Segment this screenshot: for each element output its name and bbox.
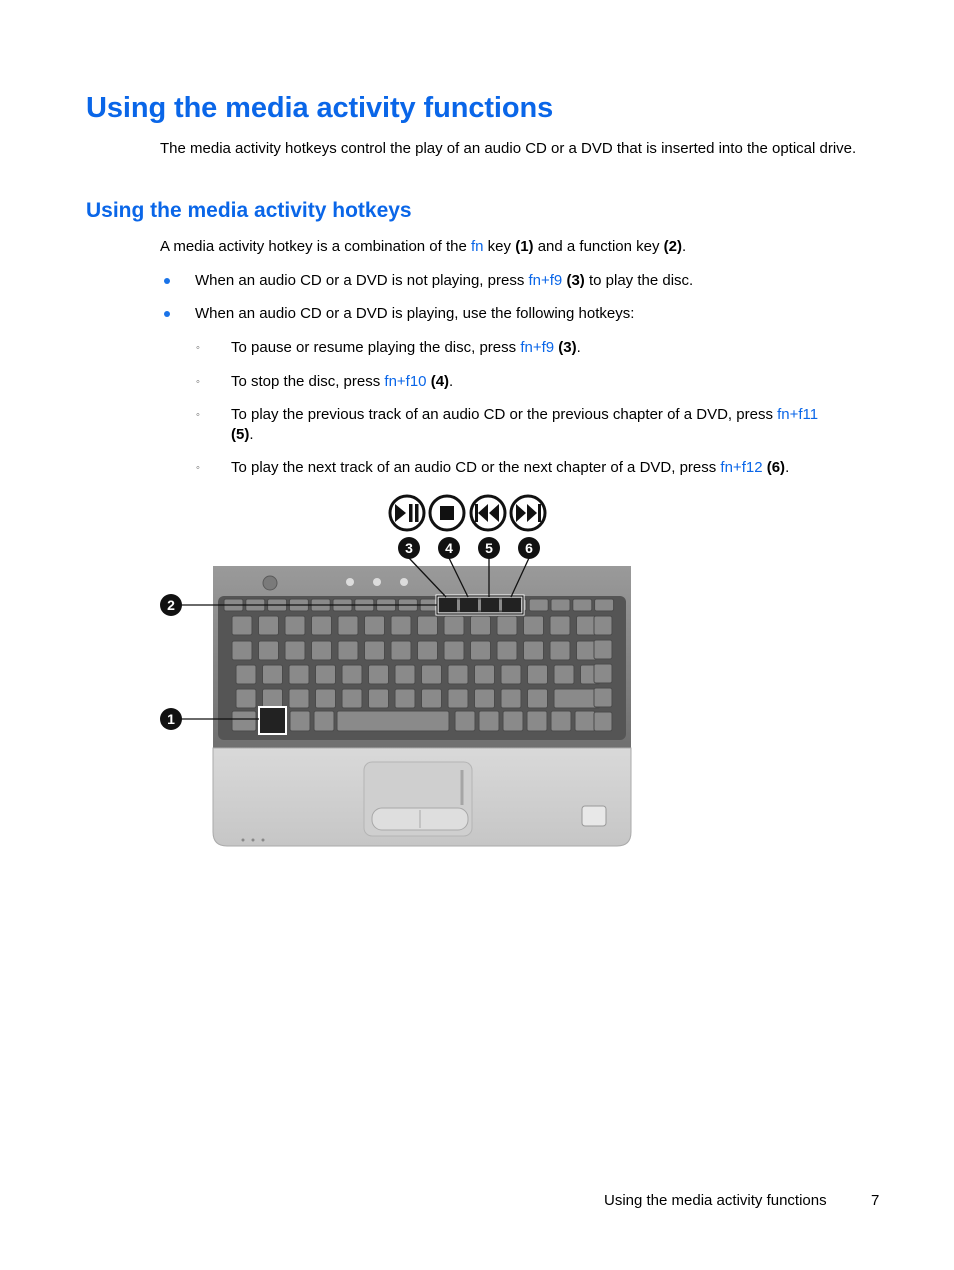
callout-ref: (2) bbox=[663, 238, 682, 255]
text: To pause or resume playing the disc, press bbox=[231, 339, 521, 356]
fn-key-link[interactable]: fn bbox=[471, 238, 484, 255]
play-pause-icon bbox=[390, 496, 424, 530]
keyboard-key bbox=[418, 616, 438, 635]
svg-text:6: 6 bbox=[525, 540, 533, 556]
callout-6 bbox=[518, 537, 540, 559]
keyboard-key bbox=[471, 616, 491, 635]
keyboard-key bbox=[501, 689, 521, 708]
keyboard-key bbox=[551, 599, 570, 611]
keyboard-key bbox=[316, 665, 336, 684]
keyboard-key bbox=[391, 641, 411, 660]
keyboard-illustration bbox=[150, 490, 650, 852]
section-heading: Using the media activity hotkeys bbox=[86, 199, 412, 222]
sub-bullet-item bbox=[231, 338, 581, 358]
callout-1 bbox=[160, 708, 182, 730]
stop-icon bbox=[430, 496, 464, 530]
svg-text:5: 5 bbox=[485, 540, 493, 556]
keyboard-key bbox=[528, 689, 548, 708]
callout-3 bbox=[398, 537, 420, 559]
sub-bullet-item bbox=[231, 405, 871, 444]
keyboard-key bbox=[263, 665, 283, 684]
sub-bullet-marker: ◦ bbox=[196, 462, 200, 474]
text: . bbox=[576, 339, 581, 356]
keyboard-key bbox=[338, 616, 358, 635]
keyboard-key bbox=[524, 616, 544, 635]
keyboard-key bbox=[529, 599, 548, 611]
keyboard-key bbox=[594, 616, 612, 635]
keyboard-key bbox=[550, 616, 570, 635]
text: . bbox=[785, 459, 790, 476]
keyboard-key bbox=[312, 616, 332, 635]
bullet-item: When an audio CD or a DVD is playing, use the following hotkeys: bbox=[195, 305, 635, 322]
keyboard-key bbox=[312, 641, 332, 660]
keyboard-key bbox=[395, 665, 415, 684]
keyboard-key bbox=[551, 711, 571, 731]
callout-ref: (3) bbox=[558, 339, 577, 356]
keyboard-key bbox=[259, 616, 279, 635]
sub-bullet-marker: ◦ bbox=[196, 342, 200, 354]
callout-4 bbox=[438, 537, 460, 559]
keyboard-key bbox=[314, 711, 334, 731]
keyboard-key bbox=[471, 641, 491, 660]
page-number: 7 bbox=[871, 1192, 880, 1209]
sub-bullet-item bbox=[231, 458, 789, 478]
bullet-marker bbox=[164, 278, 170, 284]
footer-title: Using the media activity functions bbox=[604, 1192, 827, 1209]
keyboard-key bbox=[422, 665, 442, 684]
fn-f9-link[interactable]: fn+f9 bbox=[528, 272, 563, 289]
text: To play the next track of an audio CD or the next chapter of a DVD, press bbox=[231, 459, 721, 476]
keyboard-key bbox=[497, 616, 517, 635]
keyboard-key bbox=[263, 689, 283, 708]
callout-ref: (1) bbox=[515, 238, 534, 255]
text: When an audio CD or a DVD is not playing, press bbox=[195, 272, 529, 289]
fn-f12-link[interactable]: fn+f12 bbox=[720, 459, 763, 476]
keyboard-key bbox=[232, 711, 256, 731]
keyboard-key bbox=[479, 711, 499, 731]
keyboard-key bbox=[528, 665, 548, 684]
keyboard-key bbox=[369, 689, 389, 708]
keyboard-key bbox=[365, 641, 385, 660]
keyboard-key bbox=[391, 616, 411, 635]
keyboard-key bbox=[236, 689, 256, 708]
fn-f9-link[interactable]: fn+f9 bbox=[520, 339, 555, 356]
keyboard-key bbox=[338, 641, 358, 660]
keyboard-key bbox=[285, 616, 305, 635]
media-icons bbox=[390, 496, 545, 530]
sub-bullet-marker: ◦ bbox=[196, 409, 200, 421]
keyboard-key bbox=[418, 641, 438, 660]
bullet-marker bbox=[164, 311, 170, 317]
text: To play the previous track of an audio CD or the previous chapter of a DVD, press bbox=[231, 406, 778, 423]
sub-bullet-marker: ◦ bbox=[196, 376, 200, 388]
text: to play the disc. bbox=[584, 272, 694, 289]
keyboard-key bbox=[524, 641, 544, 660]
bullet-item bbox=[195, 271, 693, 291]
keyboard-key bbox=[444, 641, 464, 660]
keyboard-key bbox=[475, 689, 495, 708]
keyboard-key bbox=[337, 711, 449, 731]
keyboard-key bbox=[448, 689, 468, 708]
keyboard-key bbox=[497, 641, 517, 660]
text: key bbox=[483, 238, 516, 255]
combination-sentence bbox=[160, 237, 686, 257]
callout-ref: (6) bbox=[766, 459, 786, 476]
text: . bbox=[449, 373, 454, 390]
keyboard-key bbox=[455, 711, 475, 731]
svg-text:2: 2 bbox=[167, 597, 175, 613]
sub-bullet-item bbox=[231, 372, 453, 392]
keyboard-key bbox=[573, 599, 592, 611]
keyboard-key bbox=[554, 689, 600, 708]
keyboard-key bbox=[594, 712, 612, 731]
text: . bbox=[249, 425, 254, 443]
previous-track-icon bbox=[471, 496, 505, 530]
callout-ref: (4) bbox=[430, 373, 450, 390]
keyboard-figure bbox=[150, 490, 650, 852]
intro-paragraph: The media activity hotkeys control the play of an audio CD or a DVD that is inserted into the optical drive. bbox=[160, 140, 857, 157]
fn-f10-link[interactable]: fn+f10 bbox=[384, 373, 427, 390]
keyboard-key bbox=[365, 616, 385, 635]
keyboard-key bbox=[236, 665, 256, 684]
text: To stop the disc, press bbox=[231, 373, 385, 390]
callout-ref: (5) bbox=[231, 425, 250, 443]
page-title: Using the media activity functions bbox=[86, 92, 554, 124]
keyboard-key bbox=[232, 641, 252, 660]
keyboard-key bbox=[448, 665, 468, 684]
fn-f11-link[interactable]: fn+f11 bbox=[777, 406, 819, 423]
keyboard-key bbox=[316, 689, 336, 708]
svg-text:3: 3 bbox=[405, 540, 413, 556]
next-track-icon bbox=[511, 496, 545, 530]
keyboard-key bbox=[444, 616, 464, 635]
keyboard-key bbox=[595, 599, 614, 611]
keyboard-key bbox=[501, 665, 521, 684]
keyboard-key bbox=[290, 711, 310, 731]
keyboard-key bbox=[575, 711, 595, 731]
text: and a function key bbox=[533, 238, 664, 255]
keyboard-key bbox=[395, 689, 415, 708]
callout-ref: (3) bbox=[566, 272, 585, 289]
keyboard-key bbox=[342, 665, 362, 684]
keyboard-key bbox=[422, 689, 442, 708]
keyboard-key bbox=[342, 689, 362, 708]
keyboard-key bbox=[285, 641, 305, 660]
keyboard-key bbox=[232, 616, 252, 635]
callout-5 bbox=[478, 537, 500, 559]
svg-text:4: 4 bbox=[445, 540, 453, 556]
text: . bbox=[681, 238, 687, 255]
keyboard-key bbox=[527, 711, 547, 731]
keyboard-key bbox=[594, 688, 612, 707]
keyboard-key bbox=[594, 640, 612, 659]
keyboard-key bbox=[554, 665, 574, 684]
text: A media activity hotkey is a combination of the bbox=[160, 238, 471, 255]
keyboard-key bbox=[594, 664, 612, 683]
callout-2 bbox=[160, 594, 182, 616]
keyboard-key bbox=[369, 665, 389, 684]
keyboard-key bbox=[259, 641, 279, 660]
svg-text:1: 1 bbox=[167, 711, 175, 727]
keyboard-key bbox=[550, 641, 570, 660]
keyboard-key bbox=[503, 711, 523, 731]
keyboard-key bbox=[475, 665, 495, 684]
keyboard-key bbox=[289, 665, 309, 684]
keyboard-key bbox=[289, 689, 309, 708]
